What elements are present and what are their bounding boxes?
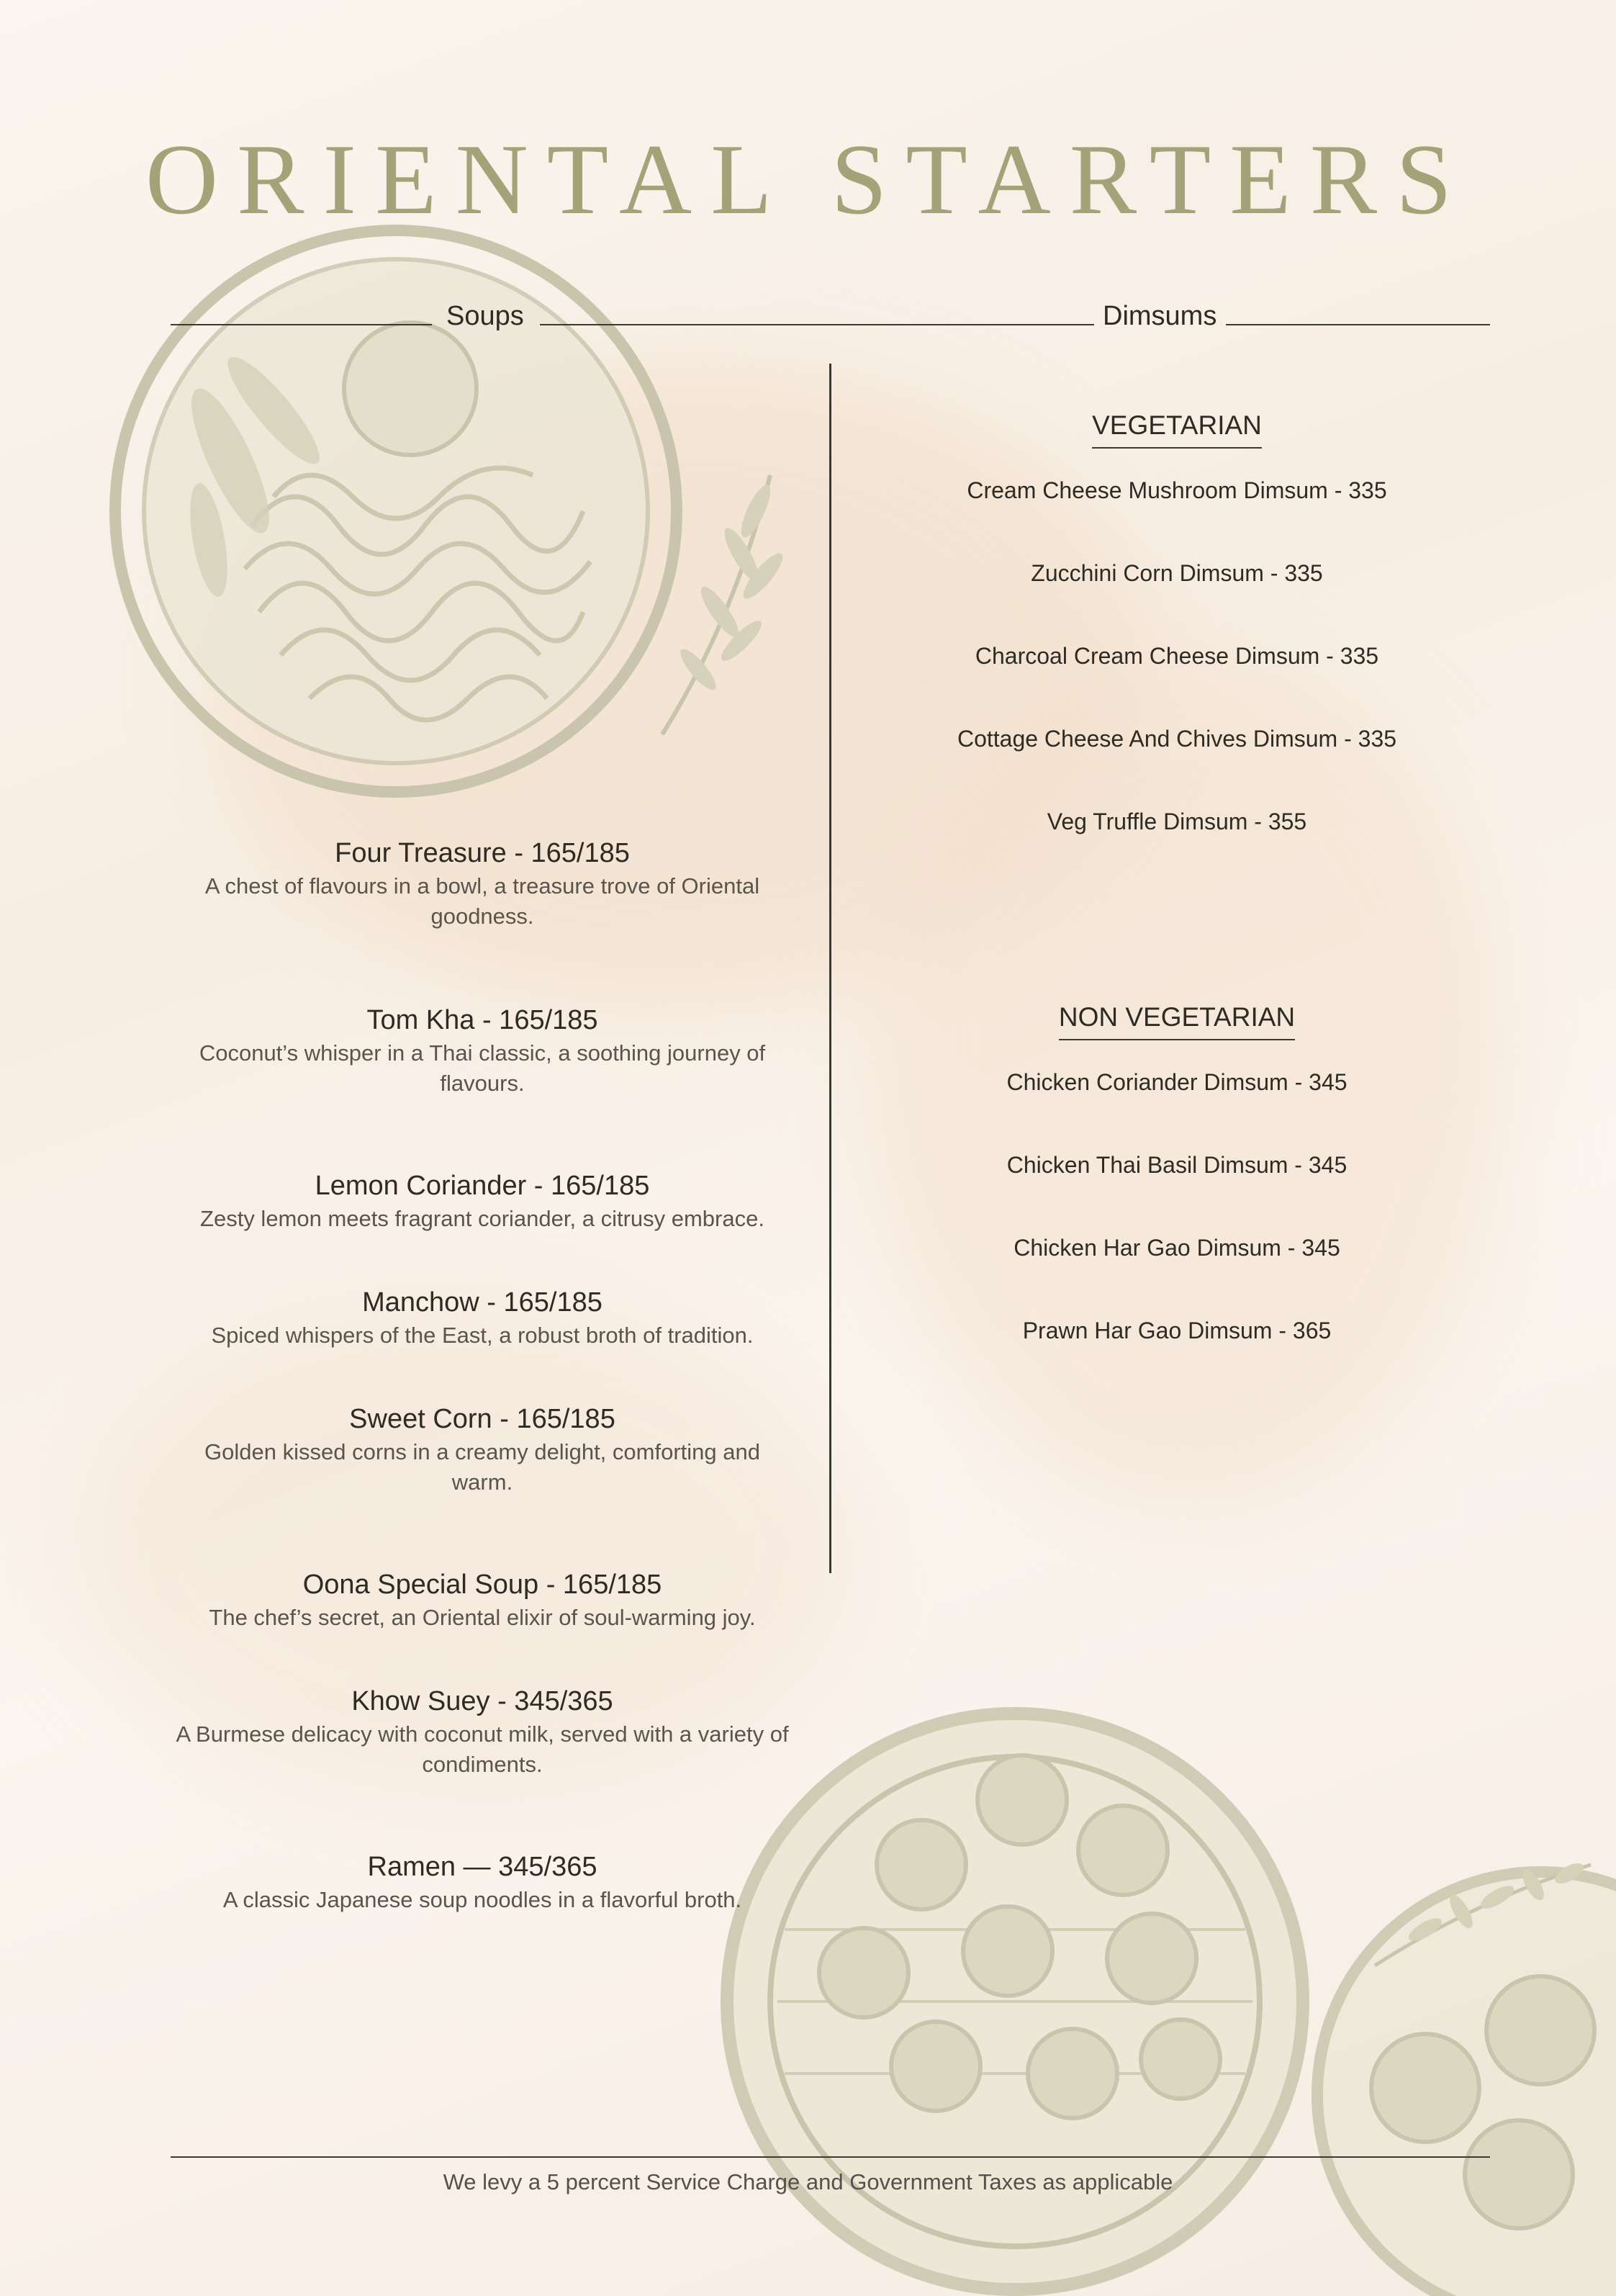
soups-list <box>158 835 806 1915</box>
column-divider <box>829 364 831 1573</box>
soup-item <box>158 1567 806 1633</box>
noodle-bowl-icon <box>108 223 684 799</box>
soup-description: A Burmese delicacy with coconut milk, served with a variety of condiments. <box>176 1721 789 1777</box>
dimsum-item: Chicken Thai Basil Dimsum - 345 <box>1006 1152 1348 1178</box>
herb-sprig-icon <box>648 461 806 749</box>
vegetarian-heading: VEGETARIAN <box>1092 412 1262 449</box>
soup-description: A classic Japanese soup noodles in a flavorful broth. <box>222 1887 742 1912</box>
soup-item <box>158 1683 806 1780</box>
dimsum-item: Veg Truffle Dimsum - 355 <box>1047 809 1307 834</box>
non-vegetarian-dimsums <box>911 1004 1443 1399</box>
soup-description: The chef’s secret, an Oriental elixir of soul-warming joy. <box>209 1605 756 1630</box>
soup-name: Ramen — 345/365 <box>367 1852 597 1882</box>
soup-item <box>158 1284 806 1351</box>
header-rule <box>540 324 1094 325</box>
dimsum-item: Charcoal Cream Cheese Dimsum - 335 <box>975 643 1379 669</box>
dimsum-item: Cream Cheese Mushroom Dimsum - 335 <box>967 477 1387 503</box>
soup-description: A chest of flavours in a bowl, a treasure trove of Oriental goodness. <box>204 873 760 929</box>
soup-name: Manchow - 165/185 <box>362 1287 602 1318</box>
herb-sprig-icon <box>1368 1858 1598 1973</box>
soup-description: Golden kissed corns in a creamy delight, comforting and warm. <box>204 1439 760 1495</box>
dimsum-item: Prawn Har Gao Dimsum - 365 <box>1022 1318 1332 1343</box>
soup-name: Sweet Corn - 165/185 <box>349 1404 615 1434</box>
dimsum-item: Zucchini Corn Dimsum - 335 <box>1031 560 1323 586</box>
soup-item <box>158 1168 806 1234</box>
soup-name: Tom Kha - 165/185 <box>366 1005 598 1035</box>
soup-item <box>158 835 806 932</box>
soup-description: Spiced whispers of the East, a robust broth of tradition. <box>211 1323 754 1348</box>
soup-description: Zesty lemon meets fragrant coriander, a citrusy embrace. <box>200 1206 764 1231</box>
soup-name: Khow Suey - 345/365 <box>351 1686 613 1716</box>
dimsum-item: Chicken Coriander Dimsum - 345 <box>1006 1069 1348 1095</box>
soup-item <box>158 1849 806 1915</box>
soup-item <box>158 1401 806 1498</box>
soups-section-label: Soups <box>446 301 524 331</box>
page-title: ORIENTAL STARTERS <box>145 124 1471 235</box>
soup-item <box>158 1002 806 1099</box>
header-rule <box>171 324 432 325</box>
soup-name: Four Treasure - 165/185 <box>335 838 630 868</box>
non-vegetarian-heading: NON VEGETARIAN <box>1059 1004 1295 1040</box>
vegetarian-dimsums <box>911 412 1443 890</box>
soup-name: Oona Special Soup - 165/185 <box>302 1570 662 1600</box>
soup-description: Coconut’s whisper in a Thai classic, a soothing journey of flavours. <box>199 1040 766 1096</box>
dimsum-steamer-icon <box>720 1699 1310 2296</box>
dimsums-section-label: Dimsums <box>1103 301 1217 331</box>
footer-note: We levy a 5 percent Service Charge and Government Taxes as applicable <box>443 2169 1173 2194</box>
dimsum-item: Cottage Cheese And Chives Dimsum - 335 <box>957 726 1397 752</box>
footer-rule <box>171 2156 1490 2158</box>
header-rule <box>1226 324 1490 325</box>
dimsum-item: Chicken Har Gao Dimsum - 345 <box>1014 1235 1340 1261</box>
soup-name: Lemon Coriander - 165/185 <box>315 1171 650 1201</box>
